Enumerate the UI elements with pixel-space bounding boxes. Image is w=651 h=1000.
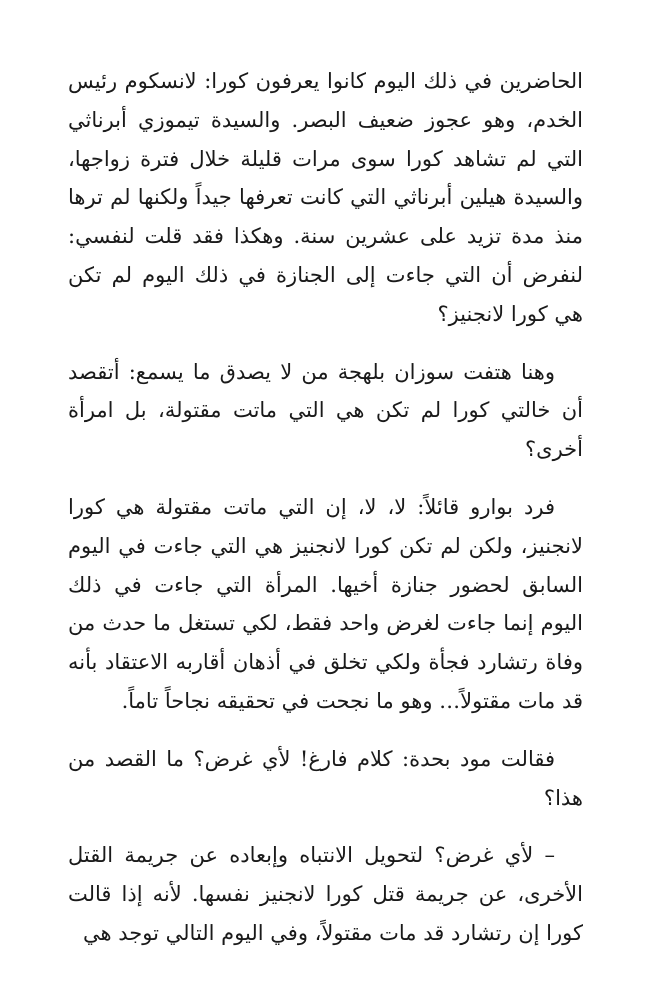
- paragraph-5: – لأي غرض؟ لتحويل الانتباه وإبعاده عن جريمة القتل الأخرى، عن جريمة قتل كورا لانجنيز نفسها. لأنه إذا قالت كورا إن رتشارد قد مات مقتولاً، وفي اليوم التالي توجد هي: [68, 843, 583, 945]
- paragraph-4: فقالت مود بحدة: كلام فارغ! لأي غرض؟ ما القصد من هذا؟: [68, 746, 583, 810]
- book-page-text: [68, 62, 583, 953]
- paragraph-3: فرد بوارو قائلاً: لا، لا، إن التي ماتت مقتولة هي كورا لانجنيز، ولكن لم تكن كورا لانجنيز هي التي جاءت في اليوم السابق لحضور جنازة أخيها. المرأة التي جاءت في ذلك اليوم إنما جاءت لغرض واحد فقط، لكي تستغل ما حدث من وفاة رتشارد فجأة ولكي تخلق في أذهان أقاربه الاعتقاد بأنه قد مات مقتولاً… وهو ما نجحت في تحقيقه نجاحاً تاماً.: [68, 494, 583, 713]
- paragraph-2: وهنا هتفت سوزان بلهجة من لا يصدق ما يسمع: أتقصد أن خالتي كورا لم تكن هي التي ماتت مقتولة، بل امرأة أخرى؟: [68, 359, 583, 462]
- paragraph-1: الحاضرين في ذلك اليوم كانوا يعرفون كورا: لانسكوم رئيس الخدم، وهو عجوز ضعيف البصر. والسيدة تيموزي أبرناثي التي لم تشاهد كورا سوى مرات قليلة خلال فترة زواجها، والسيدة هيلين أبرناثي التي كانت تعرفها جيداً ولكنها لم ترها منذ مدة تزيد على عشرين سنة. وهكذا فقد قلت لنفسي: لنفرض أن التي جاءت إلى الجنازة في ذلك اليوم لم تكن هي كورا لانجنيز؟: [68, 69, 583, 326]
